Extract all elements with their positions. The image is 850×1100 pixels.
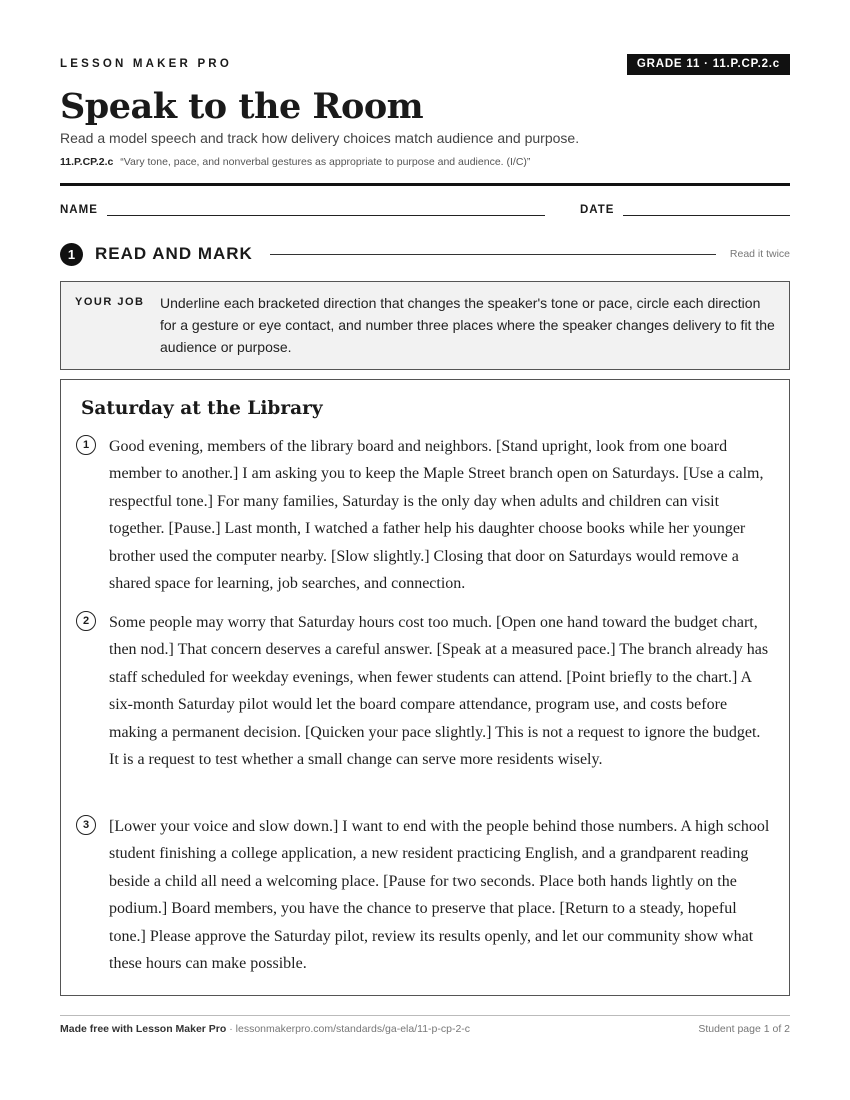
footer-divider [60,1015,790,1016]
section-title: READ AND MARK [95,244,253,263]
header-divider [60,183,790,186]
instructions-text: Underline each bracketed direction that changes the speaker's tone or pace, circle each direction for a gesture or eye contact, and number three places where the speaker changes delivery to fit the audience or purpose. [160,295,775,355]
speech-paragraph-3: [Lower your voice and slow down.] I want to end with the people behind those numbers. A high school student finishing a college application, a new resident practicing English, and a grandparent reading beside a child all need a welcoming place. [Pause for two seconds. Place both hands lightly on the podium.] Board members, you have the chance to preserve that place. [Return to a steady, hopeful tone.] Please approve the Saturday pilot, review its results openly, and let our community show what these hours can make possible. [109,818,770,973]
name-label: NAME [60,204,98,216]
instructions-label: YOUR JOB [75,296,145,308]
paragraph-number-3: 3 [76,815,96,835]
footer-credit [60,1023,470,1035]
instructions-box [60,281,790,370]
speech-box [60,379,790,996]
page-subtitle: Read a model speech and track how delivery choices match audience and purpose. [60,130,580,146]
standard-line [60,156,530,168]
paragraph-number-1: 1 [76,435,96,455]
section-number-badge: 1 [60,243,83,266]
footer-page-number: Student page 1 of 2 [698,1023,790,1035]
speech-title: Saturday at the Library [81,398,323,419]
brand-name: LESSON MAKER PRO [60,58,232,70]
name-field[interactable] [107,215,545,216]
speech-paragraph-2: Some people may worry that Saturday hours cost too much. [Open one hand toward the budget chart, then nod.] That concern deserves a careful answer. [Speak at a measured pace.] The branch already has staff scheduled for weekday evenings, when fewer students can attend. [Point briefly to the chart.] A six-month Saturday pilot would let the board compare attendance, program use, and costs before making a permanent decision. [Quicken your pace slightly.] This is not a request to ignore the budget. It is a request to test whether a small change can serve more residents wisely. [109,614,769,769]
speech-paragraph-1: Good evening, members of the library board and neighbors. [Stand upright, look from one board member to another.] I am asking you to keep the Maple Street branch open on Saturdays. [Use a calm, respectful tone.] For many families, Saturday is the only day when adults and children can visit together. [Pause.] Last month, I watched a father help his daughter choose books while her younger brother used the computer nearby. [Slow slightly.] Closing that door on Saturdays would remove a shared space for learning, job searches, and connection. [109,438,764,593]
page-title: Speak to the Room [60,86,424,127]
date-label: DATE [580,204,615,216]
date-field[interactable] [623,215,790,216]
footer-url: · lessonmakerpro.com/standards/ga-ela/11-p-cp-2-c [226,1023,471,1035]
footer-made-with: Made free with Lesson Maker Pro [60,1023,227,1035]
section-divider [270,254,716,255]
grade-badge: GRADE 11 · 11.P.CP.2.c [627,54,790,75]
section-note: Read it twice [729,248,790,260]
standard-code: 11.P.CP.2.c [60,156,114,168]
standard-text: “Vary tone, pace, and nonverbal gestures as appropriate to purpose and audience. (I/C)” [120,156,531,168]
paragraph-number-2: 2 [76,611,96,631]
